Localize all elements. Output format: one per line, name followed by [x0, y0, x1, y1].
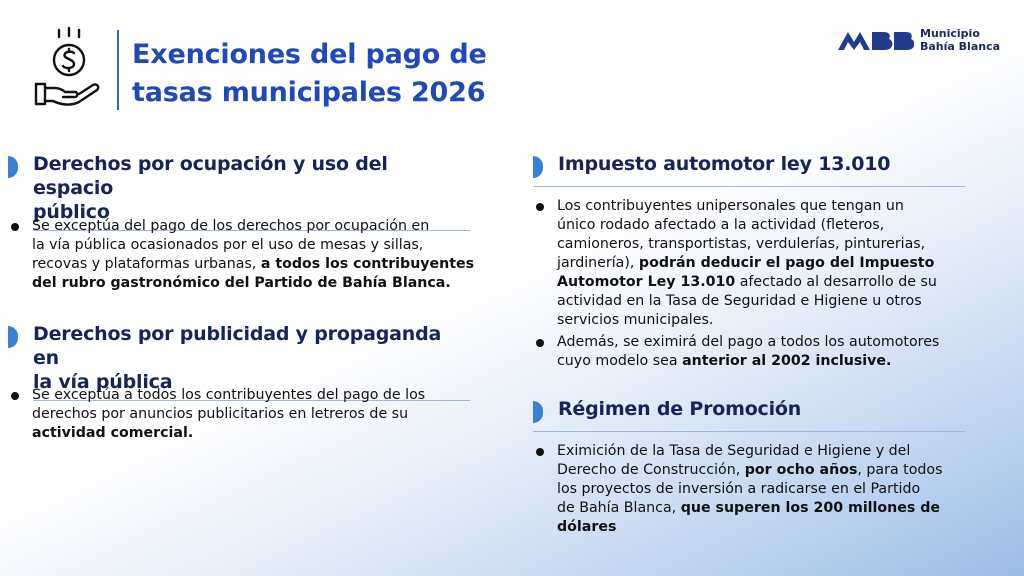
hand-coin-icon: [33, 24, 105, 110]
logo-line2: Bahía Blanca: [920, 40, 1001, 53]
bullet-dot: [11, 392, 19, 400]
list-item: Se exceptúa del pago de los derechos por ocupación en la vía pública ocasionados por el uso de mesas y sillas, recovas y plataformas urbanas, a todos los contribuyentes del rubro gastronómico del Partido de Bahía Blanca.: [8, 217, 528, 293]
bullet-list-promocion: [533, 442, 1013, 537]
section-title: Impuesto automotor ley 13.010: [558, 153, 891, 175]
bullet-dot: [536, 203, 544, 211]
header-divider: [117, 30, 119, 110]
section-marker: [8, 326, 18, 348]
section-promocion: [533, 397, 965, 432]
section-marker: [533, 156, 543, 178]
section-marker: [8, 156, 18, 178]
logo-line1: Municipio: [920, 27, 980, 40]
section-marker: [533, 401, 543, 423]
bullet-dot: [536, 448, 544, 456]
page-title: Exenciones del pago de tasas municipales 2026: [132, 39, 487, 108]
list-item: Se exceptúa a todos los contribuyentes del pago de los derechos por anuncios publicitarios en letreros de su actividad comercial.: [8, 386, 528, 443]
bullet-list-publicidad: [8, 386, 528, 443]
bullet-dot: [536, 339, 544, 347]
bullet-dot: [11, 223, 19, 231]
section-title: Derechos por publicidad y propaganda en la vía pública: [33, 323, 442, 393]
list-item: Eximición de la Tasa de Seguridad e Higiene y del Derecho de Construcción, por ocho años, para todos los proyectos de inversión a radicarse en el Partido de Bahía Blanca, que superen los 200 millones de dólares: [533, 442, 1013, 537]
section-title: Derechos por ocupación y uso del espacio público: [33, 153, 388, 223]
section-title: Régimen de Promoción: [558, 398, 802, 420]
municipio-logo-mark: [838, 28, 914, 52]
bullet-list-ocupacion: [8, 217, 528, 293]
municipio-logo: [838, 27, 1000, 53]
section-divider: [533, 431, 965, 432]
list-item: Además, se eximirá del pago a todos los automotores cuyo modelo sea anterior al 2002 inclusive.: [533, 333, 1013, 371]
section-automotor: [533, 152, 965, 187]
list-item: Los contribuyentes unipersonales que tengan un único rodado afectado a la actividad (fleteros, camioneros, transportistas, verdulerías, pinturerias, jardinería), podrán deducir el pago del Impuesto Automotor Ley 13.010 afectado al desarrollo de su actividad en la Tasa de Seguridad e Higiene u otros servicios municipales.: [533, 197, 1013, 330]
section-divider: [533, 186, 965, 187]
bullet-list-automotor: [533, 197, 1013, 371]
